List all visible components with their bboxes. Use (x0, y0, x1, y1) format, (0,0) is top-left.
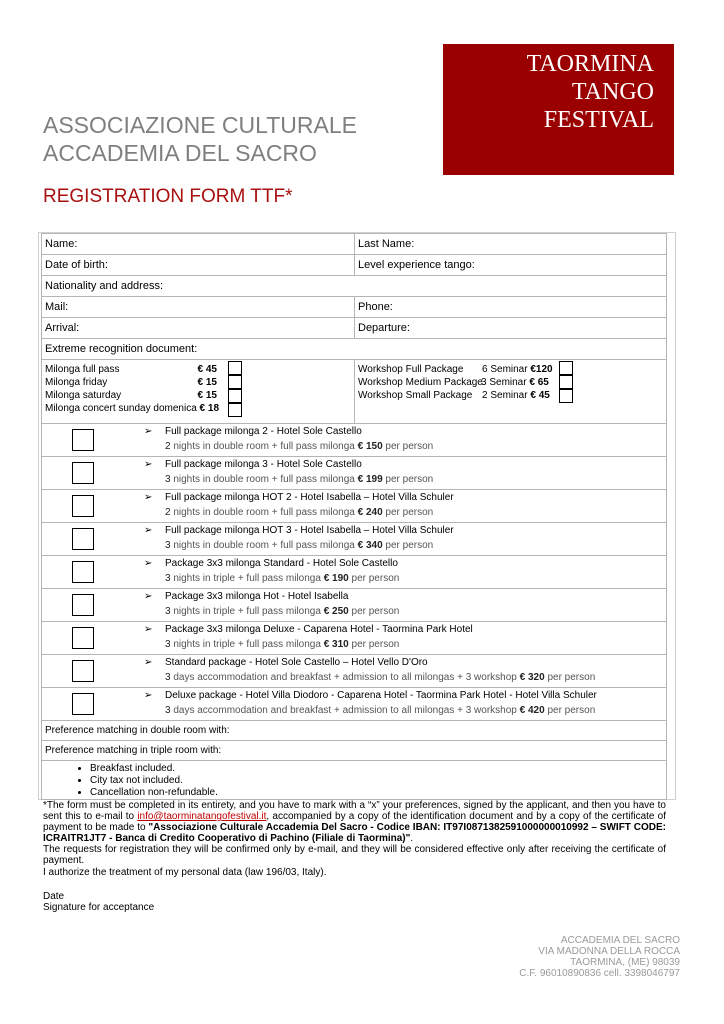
package-detail: 3 days accommodation and breakfast + admission to all milongas + 3 workshop € 320 per person (165, 672, 596, 683)
workshop-options (355, 360, 667, 424)
workshop-checkbox[interactable] (559, 361, 573, 375)
package-detail: 3 nights in double room + full pass milonga € 199 per person (165, 474, 434, 485)
milonga-checkbox[interactable] (228, 375, 242, 389)
package-detail: 3 nights in triple + full pass milonga € 310 per person (165, 639, 400, 650)
triple-room-preference-label: Preference matching in triple room with: (45, 745, 222, 756)
double-room-preference-field[interactable] (42, 721, 667, 741)
bank-details: "Associazione Culturale Accademia Del Sacro - Codice IBAN: IT97I0871382591000000010992 – SWIFT CODE: ICRAITR1JT7 - Banca di Credito Cooperativo di Pachino (Filiale di Taormina)" (43, 822, 666, 844)
address-line: C.F. 96010890836 cell. 3398046797 (519, 968, 680, 979)
organization-title (43, 111, 357, 167)
workshop-label: Workshop Medium Package (358, 377, 483, 388)
note-item: • Cancellation non-refundable. (90, 787, 663, 799)
workshop-seminars: 6 Seminar (482, 364, 528, 375)
package-row (42, 523, 667, 556)
nationality-field[interactable] (42, 276, 667, 297)
package-detail: 2 nights in double room + full pass milonga € 240 per person (165, 507, 434, 518)
package-detail: 3 nights in triple + full pass milonga € 250 per person (165, 606, 400, 617)
workshop-option (358, 389, 663, 402)
workshop-option (358, 363, 663, 376)
brand-line-3: FESTIVAL (543, 107, 654, 133)
package-name: Package 3x3 milonga Hot - Hotel Isabella (165, 591, 349, 602)
name-label: Name: (45, 238, 78, 250)
package-checkbox[interactable] (72, 561, 94, 583)
registration-table (41, 233, 667, 800)
nationality-label: Nationality and address: (45, 280, 164, 292)
dob-label: Date of birth: (45, 259, 108, 271)
mail-label: Mail: (45, 301, 69, 313)
package-detail: 3 nights in double room + full pass milonga € 340 per person (165, 540, 434, 551)
org-line-1: ASSOCIAZIONE CULTURALE (43, 112, 357, 138)
double-room-preference-label: Preference matching in double room with: (45, 725, 230, 736)
package-name: Standard package - Hotel Sole Castello – Hotel Vello D'Oro (165, 657, 428, 668)
brand-line-2: TANGO (571, 79, 654, 105)
milonga-label: Milonga friday (45, 377, 108, 388)
arrow-bullet-icon: ➢ (144, 525, 153, 536)
workshop-option (358, 376, 663, 389)
instructions (43, 800, 666, 866)
package-checkbox[interactable] (72, 627, 94, 649)
document-field[interactable] (42, 339, 667, 360)
milonga-options (42, 360, 355, 424)
package-name: Package 3x3 milonga Deluxe - Caparena Hotel - Taormina Park Hotel (165, 624, 473, 635)
org-line-2: ACCADEMIA DEL SACRO (43, 140, 317, 166)
last-name-label: Last Name: (358, 238, 415, 250)
signature-label: Signature for acceptance (43, 902, 155, 913)
date-label: Date (43, 891, 65, 902)
milonga-price: € 15 (197, 390, 217, 401)
milonga-price: € 18 (199, 403, 220, 414)
workshop-checkbox[interactable] (559, 389, 573, 403)
workshop-price: € 65 (529, 377, 549, 388)
package-checkbox[interactable] (72, 594, 94, 616)
workshop-label: Workshop Full Package (358, 364, 464, 375)
address-line: ACCADEMIA DEL SACRO (560, 935, 680, 946)
package-detail: 3 nights in triple + full pass milonga € 190 per person (165, 573, 400, 584)
arrow-bullet-icon: ➢ (144, 492, 153, 503)
arrow-bullet-icon: ➢ (144, 426, 153, 437)
document-label: Extreme recognition document: (45, 343, 198, 355)
note-item: • Breakfast included. (90, 763, 663, 775)
milonga-checkbox[interactable] (228, 361, 242, 375)
festival-brand-box (443, 44, 674, 175)
departure-field[interactable] (355, 318, 667, 339)
package-name: Package 3x3 milonga Standard - Hotel Sole Castello (165, 558, 398, 569)
last-name-field[interactable] (355, 234, 667, 255)
workshop-price: €120 (530, 364, 553, 375)
instructions-paragraph: *The form must be completed in its entirety, and you have to mark with a “x” your preferences, signed by the applicant, and then you have to sent this to e-mail to info@taorminatangofestival.it, accompanied by a copy of the identification document and by a copy of the certificate of payment to be made to "Associazione Culturale Accademia Del Sacro - Codice IBAN: IT97I0871382591000000010992 – SWIFT CODE: ICRAITR1JT7 - Banca di Credito Cooperativo di Pachino (Filiale di Taormina)". (43, 800, 666, 844)
package-checkbox[interactable] (72, 528, 94, 550)
name-field[interactable] (42, 234, 355, 255)
triple-room-preference-field[interactable] (42, 741, 667, 761)
package-row (42, 490, 667, 523)
arrival-label: Arrival: (45, 322, 80, 334)
festival-name (527, 50, 654, 134)
email-link[interactable]: info@taorminatangofestival.it (137, 811, 267, 822)
privacy-consent: I authorize the treatment of my personal data (law 196/03, Italy). (43, 867, 327, 878)
milonga-label: Milonga saturday (45, 390, 122, 401)
workshop-label: Workshop Small Package (358, 390, 473, 401)
milonga-option (45, 376, 351, 389)
package-row (42, 622, 667, 655)
package-row (42, 424, 667, 457)
milonga-price: € 15 (197, 377, 217, 388)
milonga-price: € 45 (197, 364, 217, 375)
package-detail: 2 nights in double room + full pass milonga € 150 per person (165, 441, 434, 452)
package-name: Full package milonga HOT 2 - Hotel Isabella – Hotel Villa Schuler (165, 492, 454, 503)
confirmation-note: The requests for registration they will be confirmed only by e-mail, and they will be considered effective only after receiving the certificate of payment. (43, 844, 666, 866)
package-checkbox[interactable] (72, 495, 94, 517)
package-row (42, 688, 667, 721)
workshop-seminars: 2 Seminar (482, 390, 528, 401)
package-detail: 3 days accommodation and breakfast + admission to all milongas + 3 workshop € 420 per person (165, 705, 596, 716)
package-row (42, 589, 667, 622)
arrival-field[interactable] (42, 318, 355, 339)
dob-field[interactable] (42, 255, 355, 276)
milonga-label: Milonga full pass (45, 364, 120, 375)
milonga-checkbox[interactable] (228, 403, 242, 417)
package-name: Deluxe package - Hotel Villa Diodoro - Caparena Hotel - Taormina Park Hotel - Hotel Villa Schuler (165, 690, 597, 701)
package-checkbox[interactable] (72, 462, 94, 484)
footer-address (519, 935, 680, 979)
note-item: • City tax not included. (90, 775, 663, 787)
package-checkbox[interactable] (72, 429, 94, 451)
package-name: Full package milonga HOT 3 - Hotel Isabella – Hotel Villa Schuler (165, 525, 454, 536)
notes-list (45, 763, 663, 799)
arrow-bullet-icon: ➢ (144, 558, 153, 569)
milonga-checkbox[interactable] (228, 389, 242, 403)
arrow-bullet-icon: ➢ (144, 690, 153, 701)
notes-cell (42, 761, 667, 800)
milonga-label: Milonga concert sunday domenica (45, 403, 197, 414)
brand-line-1: TAORMINA (526, 51, 654, 77)
workshop-checkbox[interactable] (559, 375, 573, 389)
workshop-price: € 45 (530, 390, 550, 401)
arrow-bullet-icon: ➢ (144, 657, 153, 668)
address-line: VIA MADONNA DELLA ROCCA (538, 946, 680, 957)
arrow-bullet-icon: ➢ (144, 591, 153, 602)
mail-field[interactable] (42, 297, 355, 318)
package-name: Full package milonga 2 - Hotel Sole Castello (165, 426, 362, 437)
level-label: Level experience tango: (358, 259, 475, 271)
milonga-option (45, 402, 351, 415)
package-row (42, 457, 667, 490)
arrow-bullet-icon: ➢ (144, 624, 153, 635)
departure-label: Departure: (358, 322, 410, 334)
phone-label: Phone: (358, 301, 393, 313)
workshop-seminars: 3 Seminar (481, 377, 527, 388)
level-field[interactable] (355, 255, 667, 276)
milonga-option (45, 363, 351, 376)
package-checkbox[interactable] (72, 693, 94, 715)
arrow-bullet-icon: ➢ (144, 459, 153, 470)
package-name: Full package milonga 3 - Hotel Sole Castello (165, 459, 362, 470)
address-line: TAORMINA, (ME) 98039 (570, 957, 680, 968)
phone-field[interactable] (355, 297, 667, 318)
milonga-option (45, 389, 351, 402)
package-checkbox[interactable] (72, 660, 94, 682)
package-row (42, 655, 667, 688)
package-row (42, 556, 667, 589)
form-title: REGISTRATION FORM TTF* (43, 186, 293, 207)
